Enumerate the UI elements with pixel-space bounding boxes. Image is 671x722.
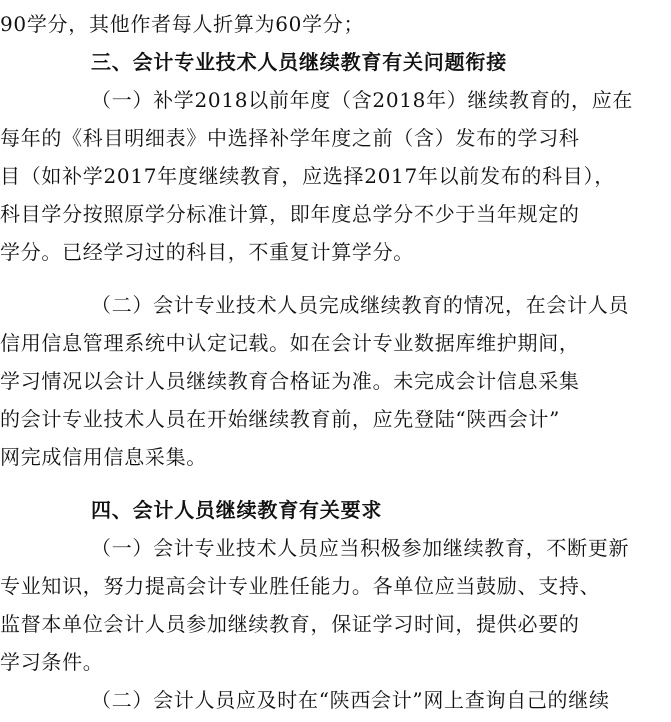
paragraph-3-2-line-2: 信用信息管理系统中认定记载。如在会计专业数据库维护期间， <box>0 331 580 355</box>
paragraph-3-1-line-4: 科目学分按照原学分标准计算，即年度总学分不少于当年规定的 <box>0 202 580 226</box>
paragraph-3-2-line-4: 的会计专业技术人员在开始继续教育前，应先登陆“陕西会计” <box>0 407 561 431</box>
paragraph-4-1-line-4: 学习条件。 <box>0 650 104 674</box>
paragraph-4-2-line-1: （二）会计人员应及时在“陕西会计”网上查询自己的继续 <box>91 688 610 712</box>
paragraph-3-1-line-2: 每年的《科目明细表》中选择补学年度之前（含）发布的学习科 <box>0 126 580 150</box>
paragraph-3-2-line-5: 网完成信用信息采集。 <box>0 445 207 469</box>
paragraph-3-1-line-5: 学分。已经学习过的科目，不重复计算学分。 <box>0 240 414 264</box>
paragraph-3-2-line-3: 学习情况以会计人员继续教育合格证为准。未完成会计信息采集 <box>0 369 580 393</box>
paragraph-4-1-line-2: 专业知识，努力提高会计专业胜任能力。各单位应当鼓励、支持、 <box>0 574 601 598</box>
section-heading-four: 四、会计人员继续教育有关要求 <box>91 498 383 522</box>
text-line-1: 90学分，其他作者每人折算为60学分； <box>0 12 365 36</box>
paragraph-3-2-line-1: （二）会计专业技术人员完成继续教育的情况，在会计人员 <box>91 293 630 317</box>
paragraph-4-1-line-3: 监督本单位会计人员参加继续教育，保证学习时间，提供必要的 <box>0 612 580 636</box>
paragraph-3-1-line-1: （一）补学2018以前年度（含2018年）继续教育的，应在 <box>91 88 634 112</box>
section-heading-three: 三、会计专业技术人员继续教育有关问题衔接 <box>91 50 507 74</box>
paragraph-4-1-line-1: （一）会计专业技术人员应当积极参加继续教育，不断更新 <box>91 536 630 560</box>
paragraph-3-1-line-3: 目（如补学2017年度继续教育，应选择2017年以前发布的科目）， <box>0 164 615 188</box>
